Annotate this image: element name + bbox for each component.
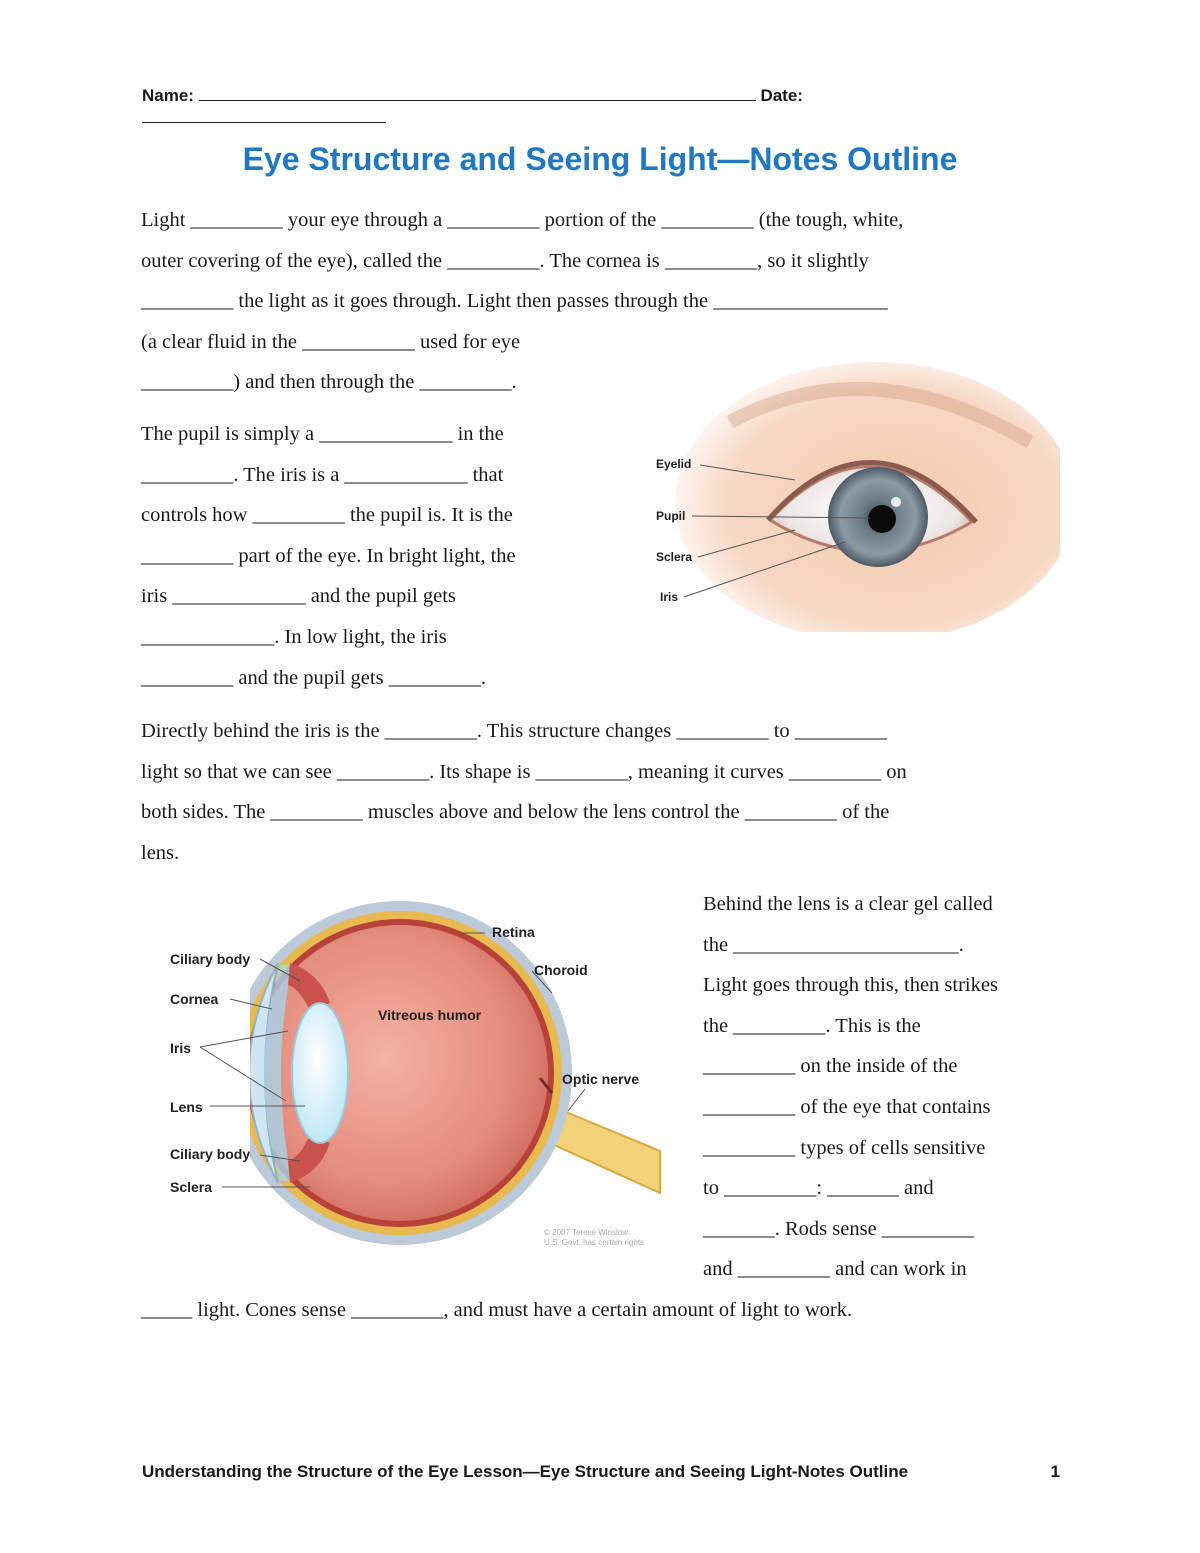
date-field[interactable] [142,122,386,123]
label-sclera: Sclera [170,1179,213,1195]
eye-external-illustration [620,352,1060,632]
label-vitreous-humor: Vitreous humor [378,1007,482,1023]
paragraph-pupil-iris [141,414,516,698]
text-line: _________) and then through the _________. [141,371,517,394]
text-line: to _________: _______ and [703,1177,934,1200]
text-line: the _________. This is the [703,1014,921,1037]
text-line: outer covering of the eye), called the _________. The cornea is _________, so it slightly [141,249,869,272]
text-line: _________ types of cells sensitive [703,1136,986,1159]
text-line: both sides. The _________ muscles above and below the lens control the _________ of the [141,801,890,824]
label-choroid: Choroid [534,962,588,978]
text-line: _____________. In low light, the iris [141,625,447,648]
text-line: (a clear fluid in the ___________ used for eye [141,330,521,353]
text-line: Light _________ your eye through a _________ portion of the _________ (the tough, white, [141,209,904,231]
label-ciliary-body-bottom: Ciliary body [170,1146,251,1162]
page-number: 1 [1050,1462,1060,1481]
text-line: Behind the lens is a clear gel called [703,893,993,915]
text-line: _________ of the eye that contains [703,1095,991,1118]
label-iris: Iris [170,1040,192,1056]
label-iris: Iris [660,590,679,604]
text-line: Directly behind the iris is the _________. This structure changes _________ to _________ [141,720,888,742]
label-ciliary-body-top: Ciliary body [170,951,251,967]
copyright-line: U.S. Govt. has certain rights [544,1238,645,1247]
copyright-line: © 2007 Terese Winslow [544,1228,629,1237]
label-eyelid: Eyelid [656,457,692,471]
page-footer [142,1462,1062,1482]
label-optic-nerve: Optic nerve [562,1071,640,1087]
label-pupil: Pupil [656,509,686,523]
label-cornea: Cornea [170,991,219,1007]
text-line: _______. Rods sense _________ [703,1217,975,1240]
date-label: Date: [760,86,803,105]
name-label: Name: [142,86,194,105]
text-line: _________ on the inside of the [703,1055,958,1078]
text-line: light so that we can see _________. Its shape is _________, meaning it curves _________ on [141,760,907,783]
paragraph-lens [141,711,907,873]
text-line: and _________ and can work in [703,1258,967,1281]
text-line: _________ and the pupil gets _________. [141,666,487,689]
text-line: _________ part of the eye. In bright light, the [141,544,516,567]
page-title: Eye Structure and Seeing Light—Notes Outline [242,141,958,177]
name-field[interactable] [199,84,756,101]
paragraph-retina [703,884,998,1290]
text-line: iris _____________ and the pupil gets [141,585,456,608]
text-line: The pupil is simply a _____________ in the [141,423,504,445]
footer-text: Understanding the Structure of the Eye Lesson—Eye Structure and Seeing Light-Notes Outline [142,1462,909,1481]
label-sclera: Sclera [656,550,693,564]
eye-cross-section-illustration [160,893,672,1253]
text-line: the ______________________. [703,933,964,956]
text-line: _________ the light as it goes through. Light then passes through the _________________ [141,290,888,313]
text-line: _________. The iris is a ____________ that [141,463,504,486]
text-line: controls how _________ the pupil is. It is the [141,504,513,527]
label-lens: Lens [170,1099,203,1115]
text-line: lens. [141,841,180,864]
label-retina: Retina [492,924,535,940]
text-line: Light goes through this, then strikes [703,974,998,997]
paragraph-retina-last-line: _____ light. Cones sense _________, and must have a certain amount of light to work. [141,1299,853,1321]
